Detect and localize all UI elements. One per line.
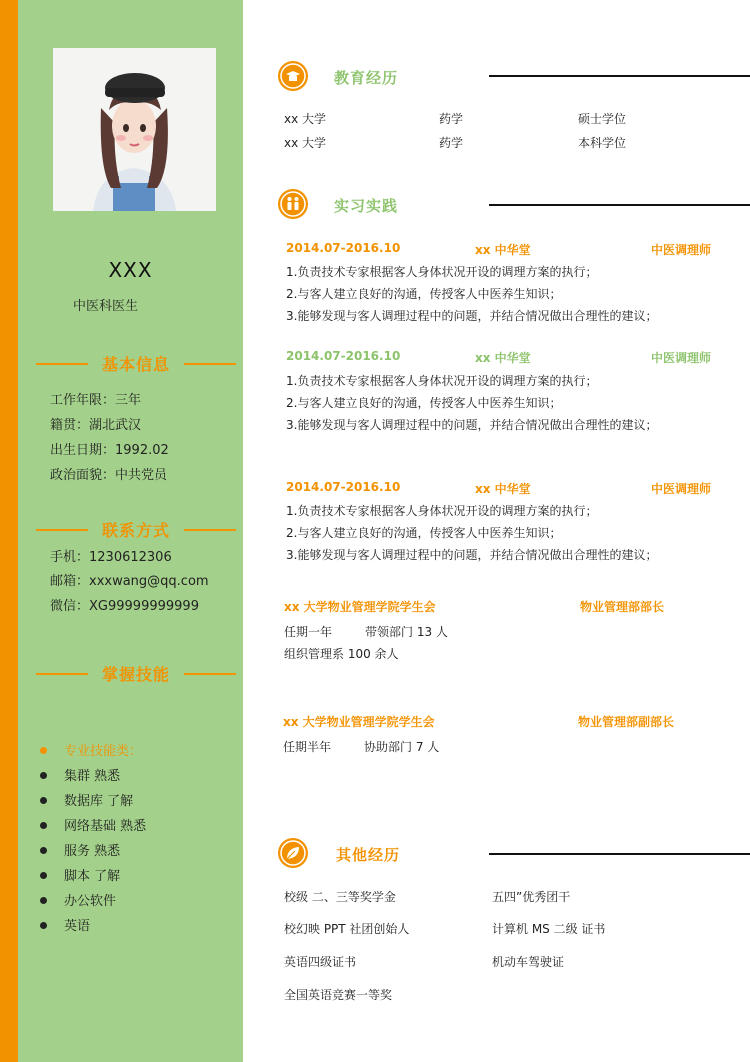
other-item: 全国英语竞赛一等奖	[284, 988, 393, 1002]
edu-major: 药学	[439, 112, 464, 126]
other-item: 校幻映 PPT 社团创始人	[284, 922, 410, 936]
basic-info-title: 基本信息	[101, 355, 170, 374]
skill-item: 专业技能类：	[40, 740, 142, 759]
info-hometown: 籍贯：湖北武汉	[50, 418, 142, 433]
edu-degree: 本科学位	[578, 136, 627, 150]
bullet-icon	[40, 897, 47, 904]
union-term: 任期一年	[284, 625, 333, 639]
divider	[489, 853, 750, 855]
entry-line: 3.能够发现与客人调理过程中的问题，并结合情况做出合理性的建议；	[286, 309, 658, 323]
skills-title: 掌握技能	[101, 665, 170, 684]
entry-date: 2014.07-2016.10	[286, 480, 401, 494]
entry-line: 3.能够发现与客人调理过程中的问题，并结合情况做出合理性的建议；	[286, 548, 658, 562]
entry-org: xx 中华堂	[475, 482, 531, 496]
basic-info-heading	[36, 352, 236, 376]
union-org: xx 大学物业管理学院学生会	[283, 715, 435, 729]
contact-wechat: 微信：XG99999999999	[50, 599, 199, 614]
bullet-icon	[40, 847, 47, 854]
divider	[489, 204, 750, 206]
edu-degree: 硕士学位	[578, 112, 627, 126]
union-scope: 组织管理系 100 余人	[284, 647, 399, 661]
other-title: 其他经历	[336, 846, 401, 864]
skill-item: 脚本 了解	[40, 865, 120, 884]
entry-line: 1.负责技术专家根据客人身体状况开设的调理方案的执行；	[286, 504, 598, 518]
leaf-icon	[278, 838, 308, 868]
entry-line: 2.与客人建立良好的沟通，传授客人中医养生知识；	[286, 287, 562, 301]
divider	[184, 673, 236, 675]
bullet-icon	[40, 772, 47, 779]
people-icon	[278, 189, 308, 219]
other-item: 五四”优秀团干	[492, 890, 571, 904]
contact-heading	[36, 518, 236, 542]
entry-line: 1.负责技术专家根据客人身体状况开设的调理方案的执行；	[286, 374, 598, 388]
edu-major: 药学	[439, 136, 464, 150]
union-org: xx 大学物业管理学院学生会	[284, 600, 436, 614]
union-role: 物业管理部副部长	[578, 715, 675, 729]
divider	[184, 363, 236, 365]
skill-item: 服务 熟悉	[40, 840, 120, 859]
skills-heading	[36, 662, 236, 686]
other-item: 英语四级证书	[284, 955, 357, 969]
entry-date: 2014.07-2016.10	[286, 241, 401, 255]
entry-line: 1.负责技术专家根据客人身体状况开设的调理方案的执行；	[286, 265, 598, 279]
entry-role: 中医调理师	[651, 243, 712, 257]
contact-email: 邮箱：xxxwang@qq.com	[50, 574, 209, 589]
divider	[36, 529, 88, 531]
person-name: XXX	[108, 258, 153, 282]
avatar	[53, 48, 216, 211]
divider	[184, 529, 236, 531]
practice-title: 实习实践	[334, 197, 399, 215]
entry-role: 中医调理师	[651, 482, 712, 496]
divider	[489, 75, 750, 77]
union-term: 任期半年	[283, 740, 332, 754]
skill-item: 集群 熟悉	[40, 765, 120, 784]
entry-line: 3.能够发现与客人调理过程中的问题，并结合情况做出合理性的建议；	[286, 418, 658, 432]
skill-item: 网络基础 熟悉	[40, 815, 146, 834]
contact-phone: 手机：1230612306	[50, 550, 172, 565]
divider	[36, 673, 88, 675]
graduation-icon	[278, 61, 308, 91]
entry-line: 2.与客人建立良好的沟通，传授客人中医养生知识；	[286, 396, 562, 410]
divider	[36, 363, 88, 365]
union-role: 物业管理部部长	[580, 600, 665, 614]
avatar-illustration	[53, 48, 216, 211]
other-item: 机动车驾驶证	[492, 955, 565, 969]
other-item: 校级 二、三等奖学金	[284, 890, 396, 904]
info-years: 工作年限：三年	[50, 393, 142, 408]
contact-title: 联系方式	[101, 521, 170, 540]
info-political: 政治面貌：中共党员	[50, 468, 168, 483]
job-title: 中医科医生	[73, 299, 139, 314]
education-title: 教育经历	[334, 69, 399, 87]
other-item: 计算机 MS 二级 证书	[492, 922, 606, 936]
edu-school: xx 大学	[284, 112, 327, 126]
edu-school: xx 大学	[284, 136, 327, 150]
skill-item: 数据库 了解	[40, 790, 133, 809]
orange-stripe	[0, 0, 18, 1062]
entry-org: xx 中华堂	[475, 351, 531, 365]
bullet-icon	[40, 797, 47, 804]
skill-item: 英语	[40, 915, 90, 934]
union-team: 协助部门 7 人	[364, 740, 440, 754]
bullet-icon	[40, 822, 47, 829]
entry-date: 2014.07-2016.10	[286, 349, 401, 363]
entry-org: xx 中华堂	[475, 243, 531, 257]
union-team: 带领部门 13 人	[365, 625, 448, 639]
skill-item: 办公软件	[40, 890, 116, 909]
bullet-icon	[40, 872, 47, 879]
bullet-icon	[40, 747, 47, 754]
entry-role: 中医调理师	[651, 351, 712, 365]
bullet-icon	[40, 922, 47, 929]
info-birthdate: 出生日期：1992.02	[50, 443, 169, 458]
entry-line: 2.与客人建立良好的沟通，传授客人中医养生知识；	[286, 526, 562, 540]
